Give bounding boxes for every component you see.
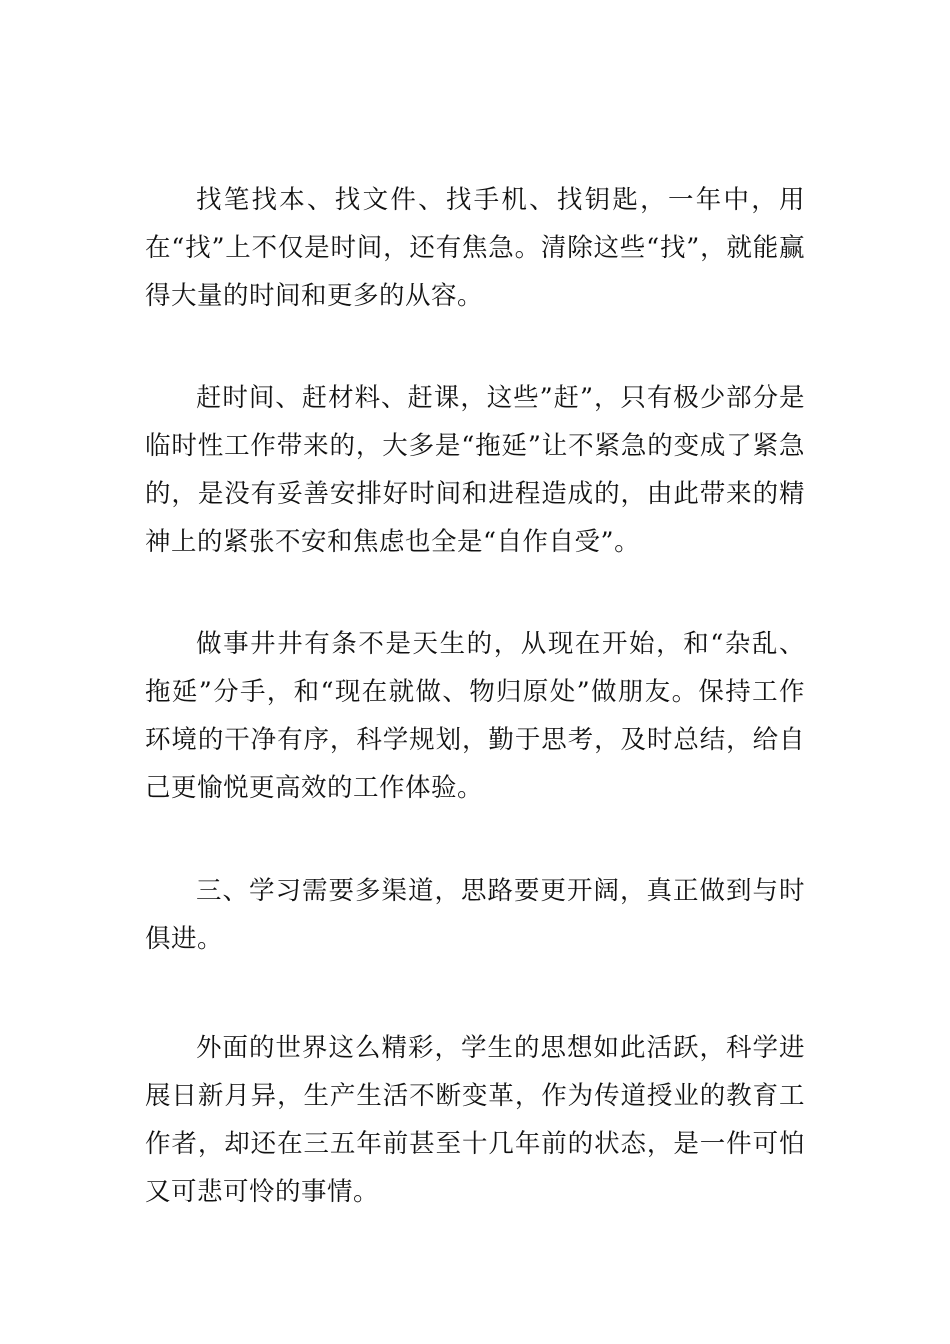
paragraph-find-things: 找笔找本、找文件、找手机、找钥匙，一年中，用在“找”上不仅是时间，还有焦急。清除这些“找”，就能赢得大量的时间和更多的从容。 <box>145 185 805 311</box>
paragraph-orderliness: 做事井井有条不是天生的，从现在开始，和“杂乱、拖延”分手，和“现在就做、物归原处”做朋友。保持工作环境的干净有序，科学规划，勤于思考，及时总结，给自己更愉悦更高效的工作体验。 <box>145 629 805 803</box>
section-heading-learning: 三、学习需要多渠道，思路要更开阔，真正做到与时俱进。 <box>145 876 805 954</box>
paragraph-rushing: 赶时间、赶材料、赶课，这些”赶”，只有极少部分是临时性工作带来的，大多是“拖延”让不紧急的变成了紧急的，是没有妥善安排好时间和进程造成的，由此带来的精神上的紧张不安和焦虑也全是“自作自受”。 <box>145 383 805 557</box>
paragraph-outside-world: 外面的世界这么精彩，学生的思想如此活跃，科学进展日新月异，生产生活不断变革，作为传道授业的教育工作者，却还在三五年前甚至十几年前的状态，是一件可怕又可悲可怜的事情。 <box>145 1033 805 1207</box>
